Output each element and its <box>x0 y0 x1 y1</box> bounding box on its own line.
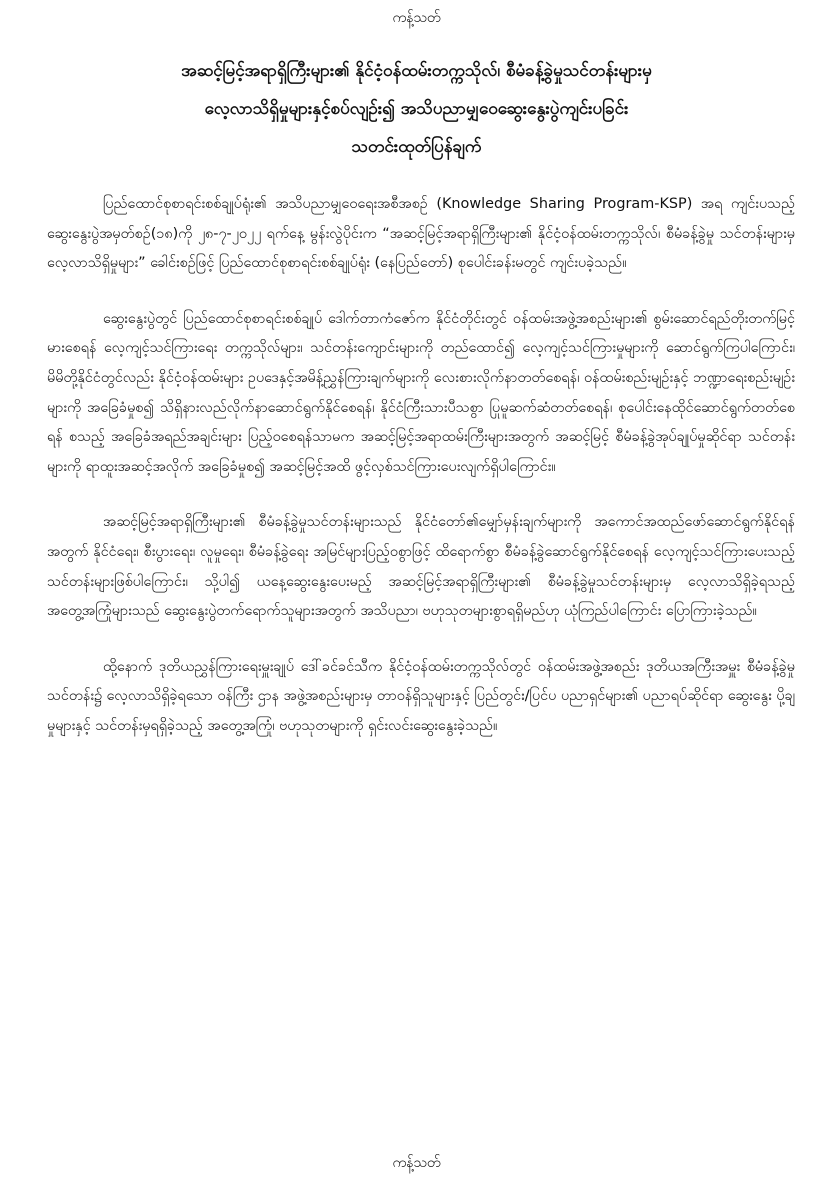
title-line-2: လေ့လာသိရှိမှုများနှင့်စပ်လျဉ်း၍ အသိပညာမျှဝေဆွေးနွေးပွဲကျင်းပခြင်း <box>204 99 629 119</box>
title-line-3: သတင်းထုတ်ပြန်ချက် <box>351 137 482 157</box>
paragraph-1: ပြည်ထောင်စုစာရင်းစစ်ချုပ်ရုံး၏ အသိပညာမျှဝေရေးအစီအစဉ် (Knowledge Sharing Program-KSP) အရ ကျင်းပသည့် ဆွေးနွေးပွဲအမှတ်စဉ်(၁၈)ကို ၂၈-၇-၂၀၂၂ ရက်နေ့ မွန်းလွဲပိုင်းက “အဆင့်မြင့်အရာရှိကြီးများ၏ နိုင်ငံ့ဝန်ထမ်းတက္ကသိုလ်၊ စီမံခန့်ခွဲမှု သင်တန်းများမှလေ့လာသိရှိမှုများ” ခေါင်းစဉ်ဖြင့် ပြည်ထောင်စုစာရင်းစစ်ချုပ်ရုံး (နေပြည်တော်) စုပေါင်းခန်းမတွင် ကျင်းပခဲ့သည်။ <box>47 196 795 272</box>
paragraph-3: အဆင့်မြင့်အရာရှိကြီးများ၏ စီမံခန့်ခွဲမှုသင်တန်းများသည် နိုင်ငံတော်၏မျှော်မှန်းချက်များကို အကောင်အထည်ဖော်ဆောင်ရွက်နိုင်ရန်အတွက် နိုင်ငံရေး၊ စီးပွားရေး၊ လူမှုရေး၊ စီမံခန့်ခွဲရေး အမြင်များပြည့်ဝစွာဖြင့် ထိရောက်စွာ စီမံခန့်ခွဲဆောင်ရွက်နိုင်စေရန် လေ့ကျင့်သင်ကြားပေးသည့် သင်တန်းများဖြစ်ပါကြောင်း၊ သို့ပါ၍ ယနေ့ဆွေးနွေးပေးမည့် အဆင့်မြင့်အရာရှိကြီးများ၏ စီမံခန့်ခွဲမှုသင်တန်းများမှ လေ့လာသိရှိခဲ့ရသည့် အတွေ့အကြုံများသည် ဆွေးနွေးပွဲတက်ရောက်သူများအတွက် အသိပညာ၊ ဗဟုသုတများစွာရရှိမည်ဟု ယုံကြည်ပါကြောင်း ပြောကြားခဲ့သည်။ <box>47 514 795 620</box>
paragraph-2: ဆွေးနွေးပွဲတွင် ပြည်ထောင်စုစာရင်းစစ်ချုပ် ဒေါက်တာကံဇော်က နိုင်ငံတိုင်းတွင် ဝန်ထမ်းအဖွဲ့အစည်းများ၏ စွမ်းဆောင်ရည်တိုးတက်မြင့်မားစေရန် လေ့ကျင့်သင်ကြားရေး တက္ကသိုလ်များ၊ သင်တန်းကျောင်းများကို တည်ထောင်၍ လေ့ကျင့်သင်ကြားမှုများကို ဆောင်ရွက်ကြပါကြောင်း၊ မိမိတို့နိုင်ငံတွင်လည်း နိုင်ငံ့ဝန်ထမ်းများ ဥပဒေနှင့်အမိန့်ညွှန်ကြားချက်များကို လေးစားလိုက်နာတတ်စေရန်၊ ဝန်ထမ်းစည်းမျဉ်းနှင့် ဘဏ္ဍာရေးစည်းမျဉ်းများကို အခြေခံမှုစ၍ သိရှိနားလည်လိုက်နာဆောင်ရွက်နိုင်စေရန်၊ နိုင်ငံကြီးသားပီသစွာ ပြုမူဆက်ဆံတတ်စေရန်၊ စုပေါင်းနေထိုင်ဆောင်ရွက်တတ်စေရန် စသည့် အခြေခံအရည်အချင်းများ ပြည့်ဝစေရန်သာမက အဆင့်မြင့်အရာထမ်းကြီးများအတွက် အဆင့်မြင့် စီမံခန့်ခွဲအုပ်ချုပ်မှုဆိုင်ရာ သင်တန်းများကို ရာထူးအဆင့်အလိုက် အခြေခံမှုစ၍ အဆင့်မြင့်အထိ ဖွင့်လှစ်သင်ကြားပေးလျက်ရှိပါကြောင်း။ <box>47 310 795 475</box>
press-release-title <box>60 52 773 166</box>
body-text <box>47 190 795 768</box>
restriction-footer: ကန့်သတ် <box>392 1155 441 1171</box>
paragraph-4: ထို့နောက် ဒုတိယညွှန်ကြားရေးမှူးချုပ် ဒေါ်ခင်ခင်သီက နိုင်ငံ့ဝန်ထမ်းတက္ကသိုလ်တွင် ဝန်ထမ်းအဖွဲ့အစည်း ဒုတိယအကြီးအမှူး စီမံခန့်ခွဲမှုသင်တန်း၌ လေ့လာသိရှိခဲ့ရသော ဝန်ကြီး ဌာန အဖွဲ့အစည်းများမှ တာဝန်ရှိသူများနှင့် ပြည်တွင်း/ပြင်ပ ပညာရှင်များ၏ ပညာရပ်ဆိုင်ရာ ဆွေးနွေး ပို့ချမှုများနှင့် သင်တန်းမှရရှိခဲ့သည့် အတွေ့အကြုံ၊ ဗဟုသုတများကို ရှင်းလင်းဆွေးနွေးခဲ့သည်။ <box>47 658 795 734</box>
restriction-header: ကန့်သတ် <box>392 10 441 26</box>
title-line-1: အဆင့်မြင့်အရာရှိကြီးများ၏ နိုင်ငံ့ဝန်ထမ်းတက္ကသိုလ်၊ စီမံခန့်ခွဲမှုသင်တန်းများမှ <box>181 61 652 81</box>
